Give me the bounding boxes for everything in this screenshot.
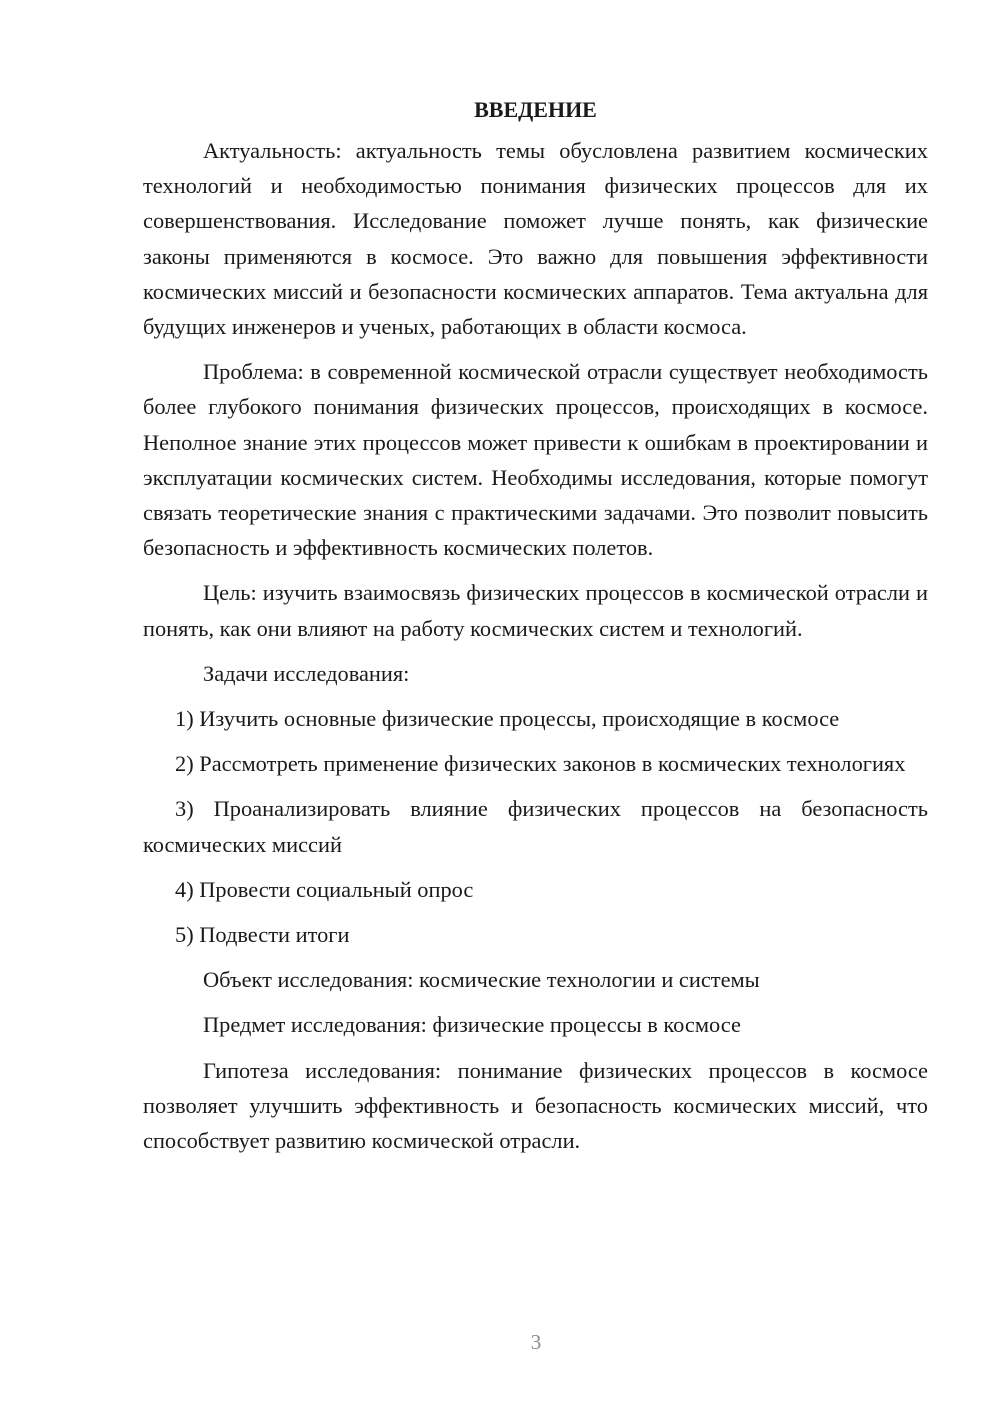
tasks-heading: Задачи исследования: [203,660,410,686]
task-item-4: 4) Провести социальный опрос [175,876,474,902]
paragraph-goal: Цель: изучить взаимосвязь физических процессов в космической отрасли и понять, как они влияют на работу космических систем и технологий. [143,580,928,641]
paragraph-relevance: Актуальность: актуальность темы обусловлена развитием космических технологий и необходимостью понимания физических процессов для их совершенствования. Исследование поможет лучше понять, как физические законы применяются в космосе. Это важно для повышения эффективности космических миссий и безопасности космических аппаратов. Тема актуальна для будущих инженеров и ученых, работающих в области космоса. [143,138,928,340]
task-item-2: 2) Рассмотреть применение физических законов в космических технологиях [175,751,906,777]
task-item-3: 3) Проанализировать влияние физических процессов на безопасность космических миссий [143,796,928,857]
paragraph-object: Объект исследования: космические технологии и системы [203,967,760,993]
task-item-5: 5) Подвести итоги [175,922,350,948]
page-body [143,92,928,1168]
task-item-1: 1) Изучить основные физические процессы, происходящие в космосе [175,706,840,732]
page-number: 3 [530,1330,542,1354]
paragraph-problem: Проблема: в современной космической отрасли существует необходимость более глубокого понимания физических процессов, происходящих в космосе. Неполное знание этих процессов может привести к ошибкам в проектировании и эксплуатации космических систем. Необходимы исследования, которые помогут связать теоретические знания с практическими задачами. Это позволит повысить безопасность и эффективность космических полетов. [143,359,928,561]
section-title: ВВЕДЕНИЕ [474,97,597,122]
paragraph-subject: Предмет исследования: физические процессы в космосе [203,1012,741,1038]
paragraph-hypothesis: Гипотеза исследования: понимание физических процессов в космосе позволяет улучшить эффективность и безопасность космических миссий, что способствует развитию космической отрасли. [143,1057,928,1154]
